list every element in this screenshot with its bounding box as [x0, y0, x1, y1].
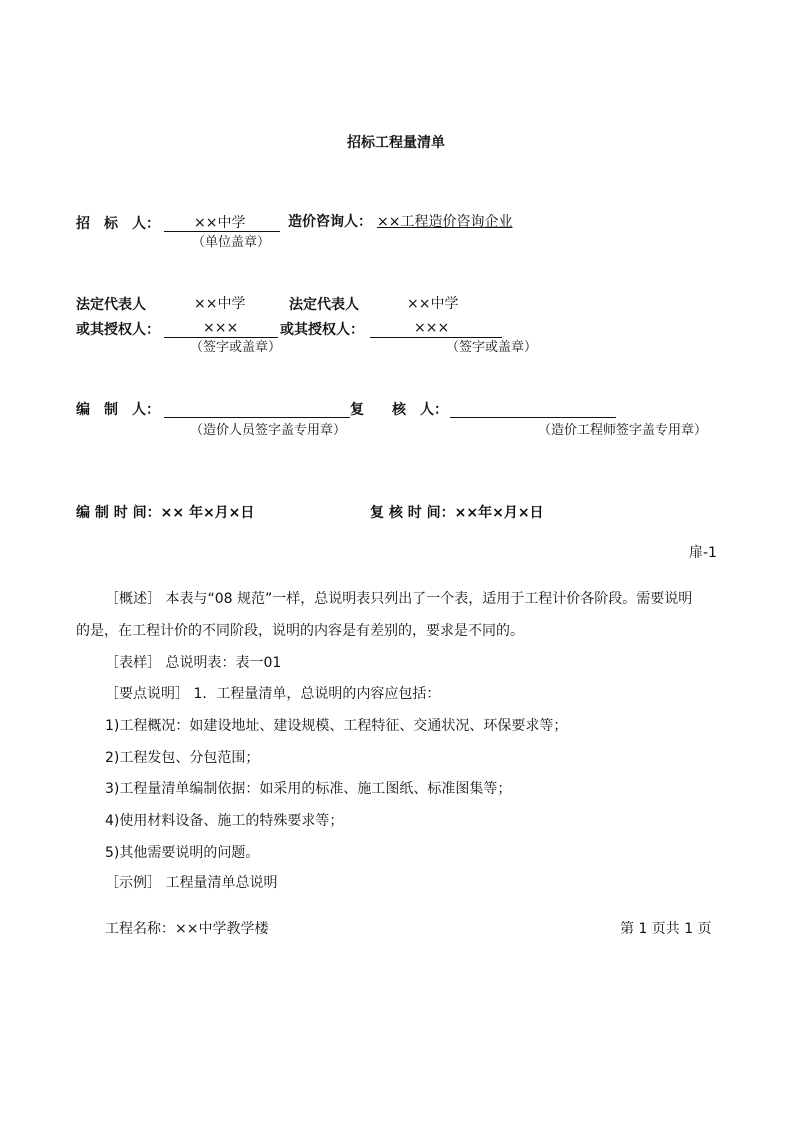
reviewer-underline	[450, 417, 616, 418]
overview-line-2: 的是，在工程计价的不同阶段，说明的内容是有差别的，要求是不同的。	[76, 623, 524, 639]
left-legal-rep-value: ××中学	[194, 296, 246, 312]
compiler-underline	[164, 417, 350, 418]
right-authorized-value: ×××	[414, 320, 450, 336]
reviewer-label: 复 核 人：	[350, 402, 448, 418]
left-authorized-value: ×××	[203, 320, 239, 336]
left-legal-rep-label: 法定代表人	[76, 297, 146, 313]
right-authorized-label: 或其授权人：	[280, 322, 364, 338]
overview-line-1: ［概述］ 本表与“08 规范”一样，总说明表只列出了一个表，适用于工程计价各阶段。需要说明	[105, 591, 693, 607]
project-name: 工程名称：××中学教学楼	[105, 921, 269, 937]
tenderer-value: ××中学	[194, 215, 246, 231]
right-legal-rep-label: 法定代表人	[289, 297, 359, 313]
page-code: 扉-1	[689, 545, 717, 561]
left-sign-note: （签字或盖章）	[190, 340, 282, 355]
review-time: 复 核 时 间：××年×月×日	[370, 505, 544, 521]
tenderer-note: （单位盖章）	[192, 235, 271, 250]
compile-time: 编 制 时 间：×× 年×月×日	[76, 505, 255, 521]
consultant-value: ××工程造价咨询企业	[377, 214, 513, 230]
example-line: ［示例］ 工程量清单总说明	[105, 875, 278, 891]
list-item: 2)工程发包、分包范围；	[105, 750, 260, 766]
tenderer-underline	[164, 231, 280, 232]
left-authorized-label: 或其授权人：	[76, 322, 160, 338]
list-item: 4)使用材料设备、施工的特殊要求等；	[105, 813, 344, 829]
compiler-label: 编 制 人：	[76, 402, 160, 418]
sample-table-line: ［表样］ 总说明表：表一01	[105, 655, 282, 671]
right-sign-note: （签字或盖章）	[446, 340, 538, 355]
left-authorized-underline	[164, 337, 278, 338]
list-item: 3)工程量清单编制依据：如采用的标准、施工图纸、标准图集等；	[105, 781, 512, 797]
tenderer-label: 招 标 人：	[76, 216, 160, 232]
right-authorized-underline	[370, 337, 502, 338]
right-legal-rep-value: ××中学	[407, 296, 459, 312]
key-points-line: ［要点说明］ 1．工程量清单，总说明的内容应包括：	[105, 686, 441, 702]
compiler-note: （造价人员签字盖专用章）	[190, 423, 347, 438]
consultant-label: 造价咨询人：	[288, 214, 372, 230]
reviewer-note: （造价工程师签字盖专用章）	[538, 423, 708, 438]
list-item: 1)工程概况：如建设地址、建设规模、工程特征、交通状况、环保要求等；	[105, 718, 568, 734]
page-count: 第 1 页共 1 页	[620, 921, 712, 937]
list-item: 5)其他需要说明的问题。	[105, 845, 260, 861]
document-title: 招标工程量清单	[347, 135, 445, 151]
